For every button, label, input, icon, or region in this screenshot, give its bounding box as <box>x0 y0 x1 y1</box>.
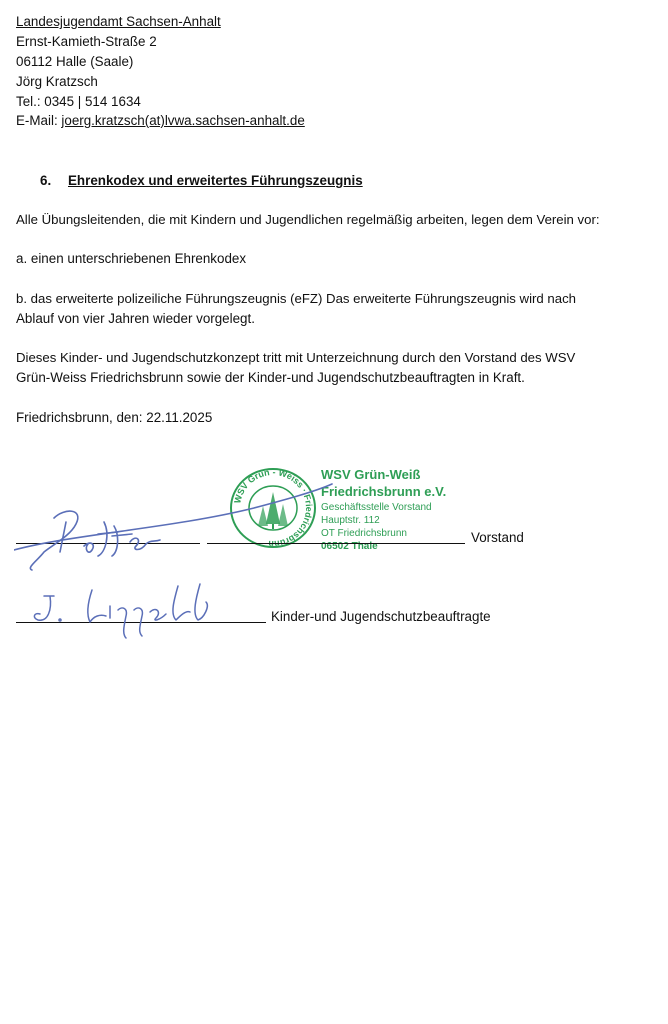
stamp-city: 06502 Thale <box>321 541 378 552</box>
contact-email-row <box>16 113 305 128</box>
section-number: 6. <box>40 173 52 188</box>
contact-email-link[interactable]: joerg.kratzsch(at)lvwa.sachsen-anhalt.de <box>61 113 305 128</box>
signature-vorstand <box>14 478 334 573</box>
section-intro: Alle Übungsleitenden, die mit Kindern und Jugendlichen regelmäßig arbeiten, legen dem Verein vor: <box>16 212 600 227</box>
stamp-name-line2: Friedrichsbrunn e.V. <box>321 484 447 499</box>
contact-email-label: E-Mail: <box>16 113 62 128</box>
contact-street: Ernst-Kamieth-Straße 2 <box>16 34 157 49</box>
stamp-street: Hauptstr. 112 <box>321 515 380 526</box>
seal-ring-text: WSV Grün - Weiss · Friedrichsbrunn <box>232 466 315 550</box>
stamp-district: OT Friedrichsbrunn <box>321 528 407 539</box>
contact-city: 06112 Halle (Saale) <box>16 54 134 69</box>
place-date: Friedrichsbrunn, den: 22.11.2025 <box>16 410 213 425</box>
contact-org: Landesjugendamt Sachsen-Anhalt <box>16 14 221 29</box>
item-b-line2: Ablauf von vier Jahren wieder vorgelegt. <box>16 311 255 326</box>
section-title: Ehrenkodex und erweitertes Führungszeugnis <box>68 173 363 188</box>
closing-line1: Dieses Kinder- und Jugendschutzkonzept tritt mit Unterzeichnung durch den Vorstand des WSV <box>16 350 576 365</box>
stamp-office: Geschäftsstelle Vorstand <box>321 502 432 513</box>
item-a: a. einen unterschriebenen Ehrenkodex <box>16 251 247 266</box>
contact-person: Jörg Kratzsch <box>16 74 98 89</box>
stamp-name-line1: WSV Grün-Weiß <box>321 467 421 482</box>
closing-line2: Grün-Weiss Friedrichsbrunn sowie der Kinder-und Jugendschutzbeauftragten in Kraft. <box>16 370 525 385</box>
item-b-line1: b. das erweiterte polizeiliche Führungszeugnis (eFZ) Das erweiterte Führungszeugnis wird nach <box>16 291 576 306</box>
signature-role-1: Vorstand <box>471 530 524 545</box>
contact-phone: Tel.: 0345 | 514 1634 <box>16 94 141 109</box>
signature-role-2: Kinder-und Jugendschutzbeauftragte <box>271 609 491 624</box>
signature-jugendschutz <box>30 576 230 642</box>
